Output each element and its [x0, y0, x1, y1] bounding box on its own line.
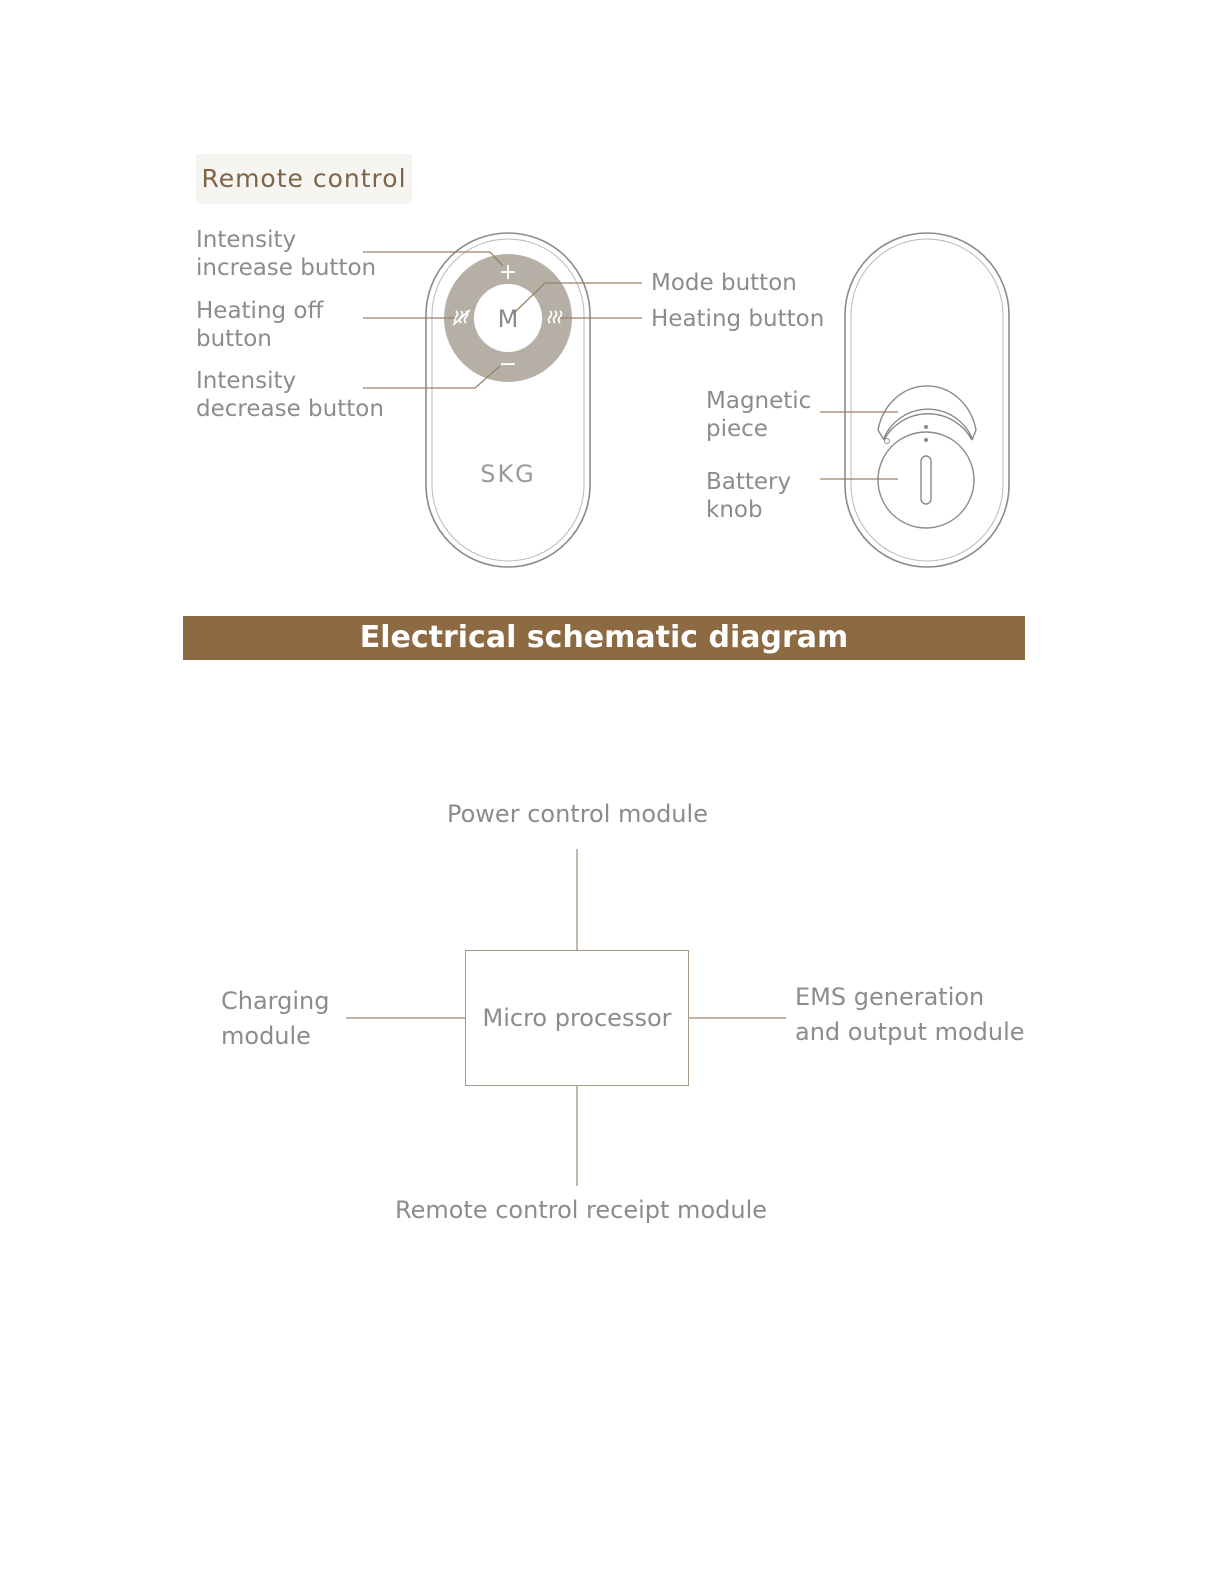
magnetic-piece-right-edge — [972, 430, 976, 440]
skg-logo: SKG — [480, 460, 536, 488]
battery-knob-slot — [921, 456, 931, 504]
remote-receipt-module-label: Remote control receipt module — [395, 1196, 767, 1224]
heating-off-label-line2: button — [196, 326, 272, 352]
indicator-dot-bottom — [924, 438, 928, 442]
ems-generation-module — [795, 980, 1025, 1050]
charging-module-line1: Charging — [221, 987, 330, 1015]
remote-back-outer — [845, 233, 1009, 567]
battery-knob-label-line2: knob — [706, 497, 763, 523]
charging-module — [221, 984, 329, 1054]
magnetic-piece-label-line1: Magnetic — [706, 388, 812, 414]
charging-module-line2: module — [221, 1022, 311, 1050]
magnetic-piece-left-edge — [878, 430, 884, 440]
remote-receipt-module — [395, 1193, 767, 1228]
ems-generation-line2: and output module — [795, 1018, 1025, 1046]
micro-processor-label: Micro processor — [482, 1004, 672, 1032]
intensity-decrease-button: − — [498, 352, 518, 377]
remote-illustrations — [0, 0, 1224, 660]
intensity-decrease-label-line1: Intensity — [196, 368, 297, 394]
intensity-increase-label-line1: Intensity — [196, 227, 297, 253]
power-control-module-label: Power control module — [447, 800, 708, 828]
ems-generation-line1: EMS generation — [795, 983, 985, 1011]
intensity-decrease-label-line2: decrease button — [196, 396, 384, 422]
remote-back-inner — [851, 239, 1003, 561]
heating-button-label-text: Heating button — [651, 306, 825, 332]
battery-knob — [878, 432, 974, 528]
magnetic-piece — [884, 409, 972, 440]
indicator-dot-top — [924, 425, 928, 429]
mode-button-glyph: M — [497, 305, 519, 333]
mode-button-label-text: Mode button — [651, 270, 797, 296]
intensity-increase-button: + — [498, 260, 518, 285]
heating-off-label-line1: Heating off — [196, 298, 324, 324]
micro-processor-box — [465, 950, 689, 1086]
magnetic-piece-label-line2: piece — [706, 416, 768, 442]
battery-knob-label-line1: Battery — [706, 469, 792, 495]
back-leader-lines — [820, 412, 898, 479]
schematic-banner: Electrical schematic diagram — [183, 616, 1025, 660]
intensity-increase-label-line2: increase button — [196, 255, 377, 281]
indicator-ring-small — [885, 439, 890, 444]
remote-control-title: Remote control — [196, 154, 412, 204]
power-control-module — [447, 797, 708, 832]
